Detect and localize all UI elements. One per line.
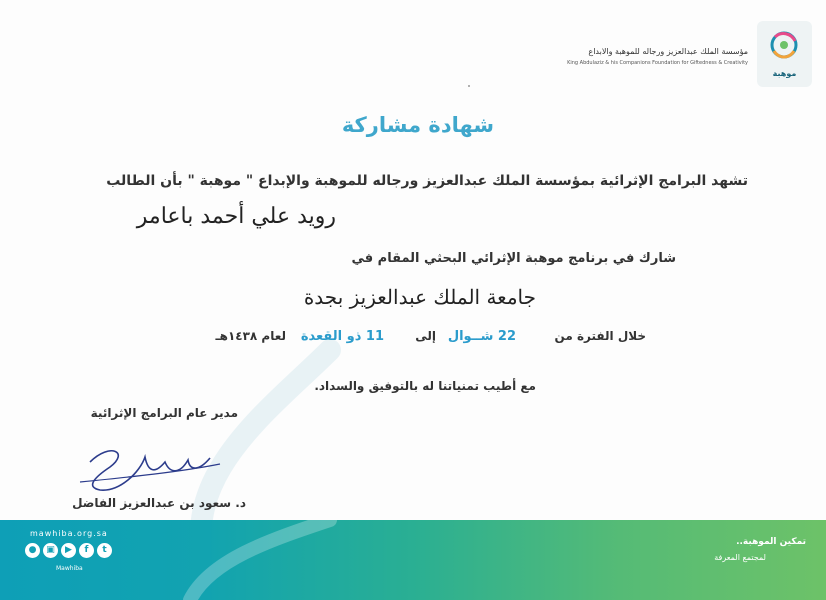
signature-icon: [70, 432, 230, 502]
period-to-date: 11 ذو القعدة: [300, 329, 384, 344]
footer-band: [0, 520, 826, 600]
venue-name: جامعة الملك عبدالعزيز بجدة: [303, 285, 536, 309]
snapchat-icon[interactable]: ●: [25, 543, 40, 558]
period-year: لعام ١٤٣٨هـ: [215, 329, 286, 343]
period-from-date: 22 شــوال: [447, 329, 516, 344]
website-link[interactable]: mawhiba.org.sa: [30, 529, 108, 538]
org-name-arabic: مؤسسة الملك عبدالعزيز ورجاله للموهبة والابداع: [588, 47, 748, 56]
footer-swirl-icon: [150, 520, 370, 600]
period-to-word: إلى: [415, 329, 436, 343]
twitter-icon[interactable]: t: [97, 543, 112, 558]
logo-label: موهبة: [772, 69, 797, 78]
youtube-icon[interactable]: ▶: [61, 543, 76, 558]
period-label: خلال الفترة من: [554, 329, 646, 343]
certificate-title: شهادة مشاركة: [341, 113, 494, 137]
signatory-role: مدير عام البرامج الإثرائية: [90, 406, 238, 420]
slogan-line-2: لمجتمع المعرفة: [714, 553, 766, 562]
slogan-line-1: تمكين الموهبة..: [736, 537, 806, 547]
social-icons: [25, 543, 112, 561]
signatory-name: د. سعود بن عبدالعزيز الفاضل: [72, 496, 246, 510]
mawhiba-logo: [757, 21, 812, 87]
closing-wish: مع أطيب تمنياتنا له بالتوفيق والسداد.: [314, 379, 536, 393]
participation-text: شارك في برنامج موهبة الإثرائي البحثي المقام في: [351, 251, 676, 266]
facebook-icon[interactable]: f: [79, 543, 94, 558]
org-name-english: King Abdulaziz & his Companions Foundation for Giftedness & Creativity: [567, 60, 748, 66]
brand-small-label: Mawhiba: [56, 565, 83, 572]
student-name: رويد علي أحمد باعامر: [136, 204, 336, 229]
instagram-icon[interactable]: ▣: [43, 543, 58, 558]
certificate-intro: تشهد البرامج الإثرائية بمؤسسة الملك عبدالعزيز ورجاله للموهبة والإبداع " موهبة " بأن الطالب: [106, 173, 748, 189]
decorative-dot: [468, 85, 470, 87]
mawhiba-logo-icon: [765, 27, 803, 67]
